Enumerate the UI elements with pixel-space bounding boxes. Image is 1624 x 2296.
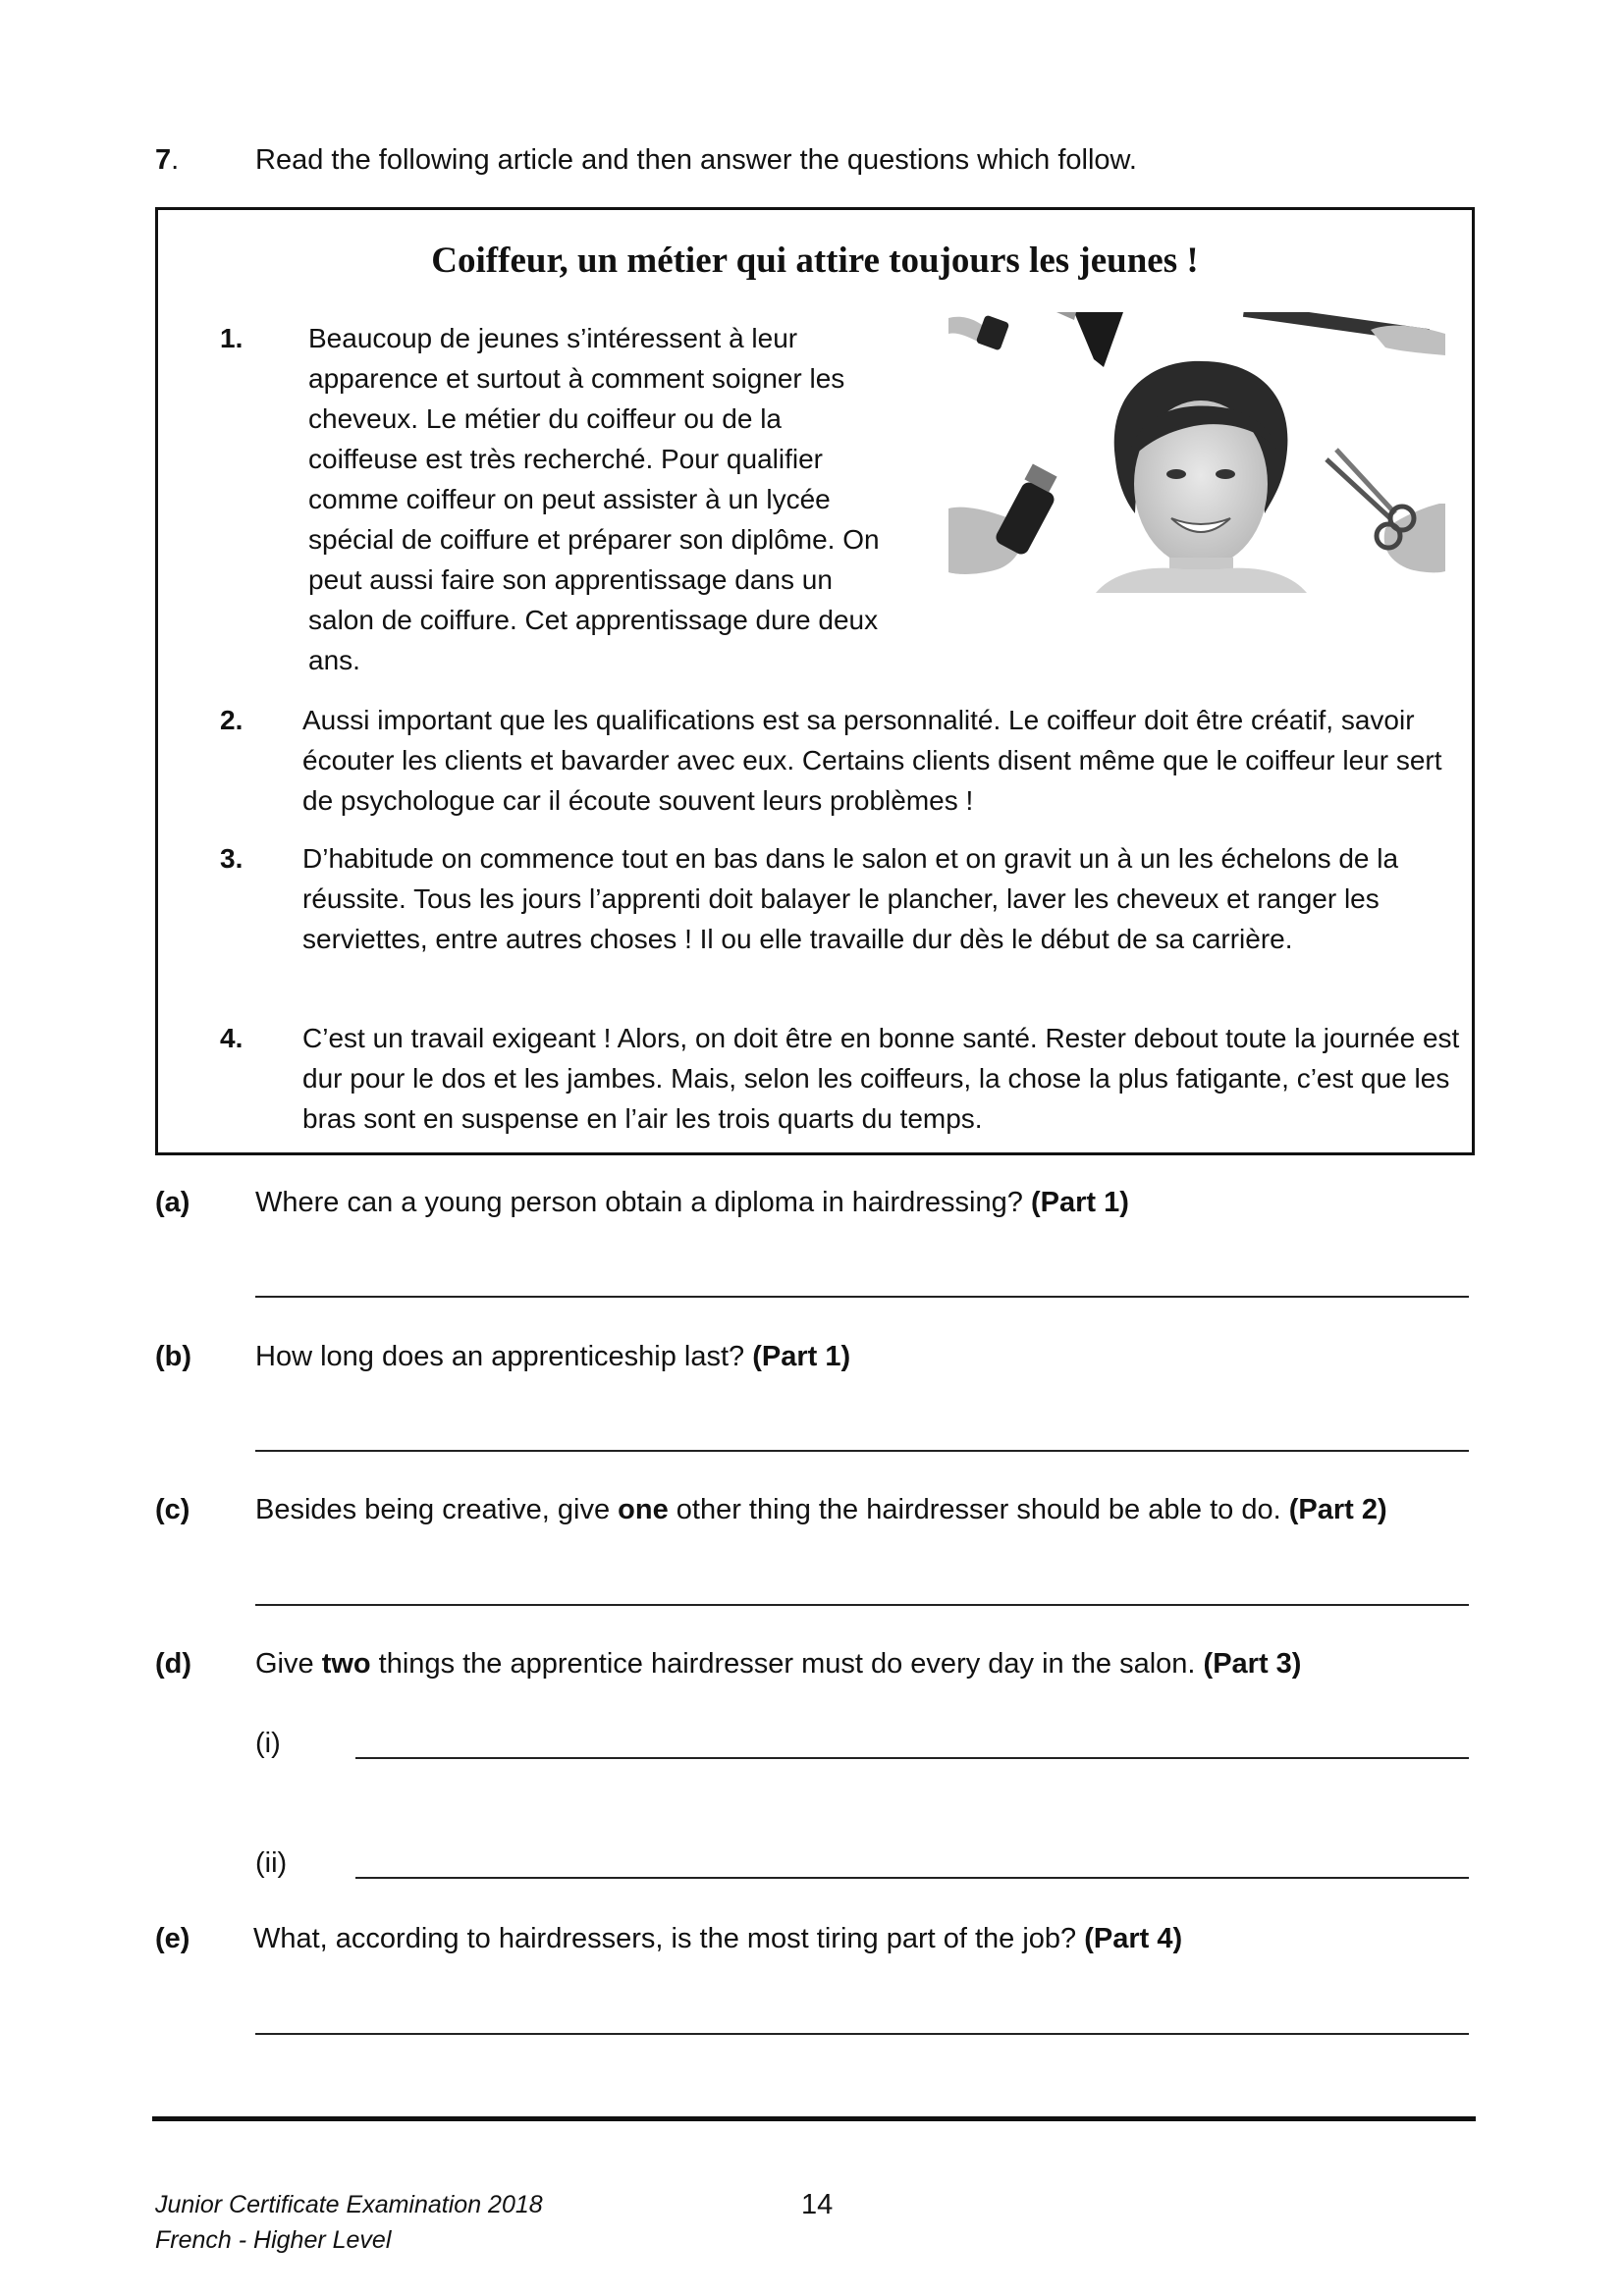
paragraph-text: C’est un travail exigeant ! Alors, on doit être en bonne santé. Rester debout toute la journée est dur pour le dos et les jambes. Mais, selon les coiffeurs, la chose la plus fatigante, c’est que les bras sont en suspense en l’air les trois quarts du temps. <box>302 1023 1460 1134</box>
answer-item-label: (i) <box>255 1728 281 1759</box>
paragraph-number: 3. <box>220 843 244 874</box>
footer-subject: French - Higher Level <box>155 2226 392 2254</box>
footer-exam: Junior Certificate Examination 2018 <box>155 2191 543 2218</box>
paragraph-text: Beaucoup de jeunes s’intéressent à leur apparence et surtout à comment soigner les cheveux. Le métier du coiffeur ou de la coiffeuse est très recherché. Pour qualifier comme coiffeur on peut assister à un lycée spécial de coiffure et préparer son diplôme. On peut aussi faire son apprentissage dans un salon de coiffure. Cet apprentissage dure deux ans. <box>308 323 880 675</box>
question-instruction: Read the following article and then answer the questions which follow. <box>255 144 1137 176</box>
answer-line-e[interactable] <box>255 2033 1469 2035</box>
answer-line-b[interactable] <box>255 1450 1469 1452</box>
answer-item-label: (ii) <box>255 1847 288 1879</box>
page-divider <box>152 2116 1476 2121</box>
subquestion-label: (c) <box>155 1494 190 1525</box>
question-number: 7. <box>155 144 180 176</box>
answer-line-a[interactable] <box>255 1296 1469 1298</box>
page-number: 14 <box>801 2189 834 2220</box>
answer-line-d-ii[interactable] <box>355 1877 1469 1879</box>
subquestion-text: Where can a young person obtain a diploma in hairdressing? (Part 1) <box>255 1187 1129 1218</box>
subquestion-label: (b) <box>155 1341 192 1372</box>
paragraph-number: 2. <box>220 705 244 735</box>
subquestion-text: Give two things the apprentice hairdresser must do every day in the salon. (Part 3) <box>255 1648 1302 1680</box>
hairdresser-photo <box>948 312 1445 593</box>
paragraph-text: D’habitude on commence tout en bas dans le salon et on gravit un à un les échelons de la réussite. Tous les jours l’apprenti doit balayer le plancher, laver les cheveux et ranger les serviettes, entre autres choses ! Il ou elle travaille dur dès le début de sa carrière. <box>302 843 1399 954</box>
answer-line-d-i[interactable] <box>355 1757 1469 1759</box>
subquestion-text: What, according to hairdressers, is the most tiring part of the job? (Part 4) <box>253 1923 1183 1954</box>
subquestion-label: (d) <box>155 1648 192 1680</box>
paragraph-number: 4. <box>220 1023 244 1053</box>
article-title: Coiffeur, un métier qui attire toujours les jeunes ! <box>431 240 1199 281</box>
article-box <box>155 207 1475 1155</box>
paragraph-text: Aussi important que les qualifications est sa personnalité. Le coiffeur doit être créatif, savoir écouter les clients et bavarder avec eux. Certains clients disent même que le coiffeur leur sert de psychologue car il écoute souvent leurs problèmes ! <box>302 705 1442 816</box>
paragraph-number: 1. <box>220 323 244 353</box>
answer-line-c[interactable] <box>255 1604 1469 1606</box>
subquestion-label: (e) <box>155 1923 190 1954</box>
subquestion-text: Besides being creative, give one other thing the hairdresser should be able to do. (Part 2) <box>255 1494 1387 1525</box>
subquestion-label: (a) <box>155 1187 190 1218</box>
subquestion-text: How long does an apprenticeship last? (Part 1) <box>255 1341 851 1372</box>
